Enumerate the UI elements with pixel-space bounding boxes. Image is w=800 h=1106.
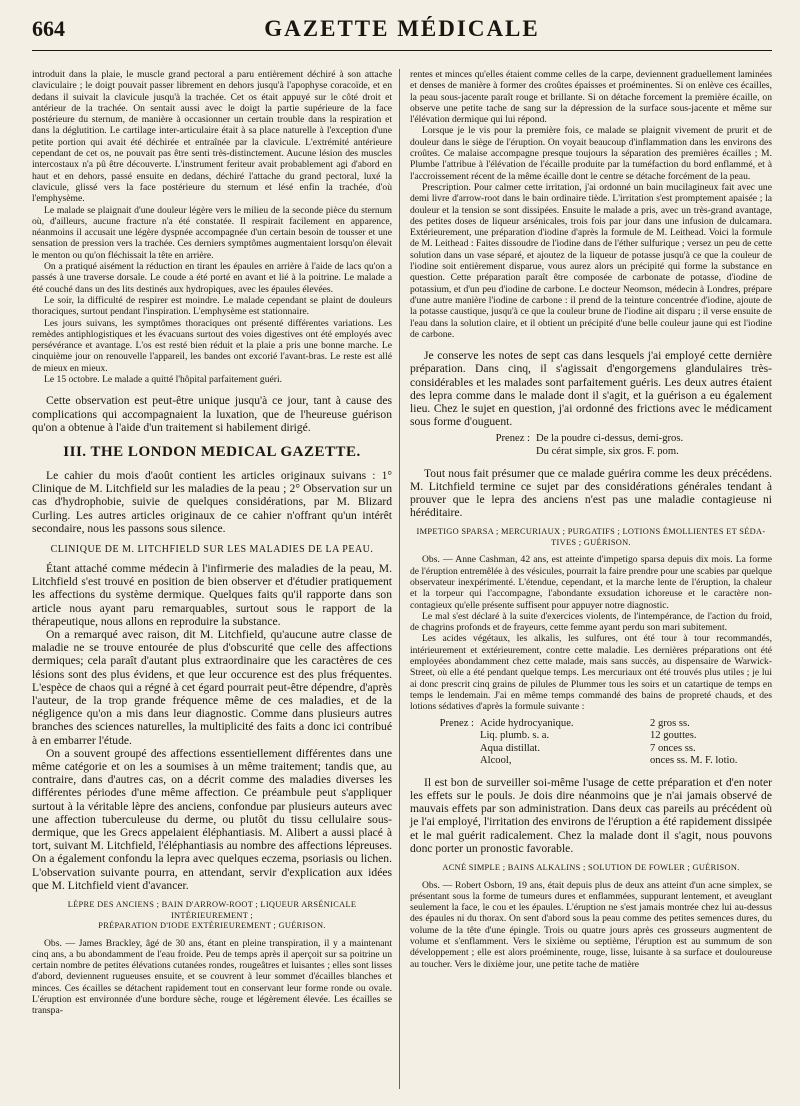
- prescription-line: De la poudre ci-dessus, demi-gros.: [536, 433, 684, 445]
- prescription-dose: 2 gros ss.: [650, 717, 690, 729]
- page-header: [32, 14, 772, 51]
- paragraph: Les jours suivans, les symptômes thoraciques ont présenté différentes variations. Les remèdes antiphlogistiques et les évacuans surtout des voies digestives ont été employés avec persévérance et avantage. L'os est resté bien réduit et la plaie a pris une bonne marche. Le cinquième jour on renouvelle l'appareil, les bandes ont excorié l'avant-bras. Le reste est allé de mieux en mieux.: [32, 317, 392, 374]
- rubric-line: LÈPRE DES ANCIENS ; BAIN D'ARROW-ROOT ; LIQUEUR ARSÉNICALE INTÉRIEUREMENT ;: [67, 900, 357, 920]
- paragraph: Prescription. Pour calmer cette irritation, j'ai ordonné un bain mucilagineux fait avec une demi livre d'arrow-root dans le bain ordinaire tiède. L'irritation s'est promptement apaisée ; la douleur et la tension se sont dissipées. Ensuite le malade a pris, avec un très-grand avantage, des petites doses de liqueur arsénicales, trois fois par jour dans une infusion de dulcamara. Extérieurement, une préparation d'iodine d'après la formule de M. Leithead. Voici la formule de M. Leithead : Faites dissoudre de l'iodine dans de l'éther sulfurique ; versez un peu de cette solution dans un vase séparé, et ajoutez de la liqueur de potasse jusqu'à ce que la couleur de l'iodine soit entièrement disparue, vous aurez alors un précipité qui forme la substance en question. Cette préparation paraît être composée de carbonate de potasse, d'iodine de potassium, et d'un peu d'iodine de carbone. Le docteur Neomson, médecin à Londres, prépare d'une autre manière l'iodine de carbone : il prend de la teinture concentrée d'iodine, ajoute de la potasse caustique, jusqu'à ce que la couleur brune de l'iodine ait disparu ; il verse ensuite de l'eau dans la solution claire, et il obtient un précipité d'une belle couleur jaune qui est l'iodine de carbone.: [410, 181, 772, 340]
- paragraph: Le 15 octobre. Le malade a quitté l'hôpital parfaitement guéri.: [44, 374, 283, 386]
- prescription-item: Acide hydrocyanique.: [480, 717, 574, 729]
- rubric-line: PRÉPARATION D'IODE EXTÉRIEUREMENT ; GUÉRISON.: [98, 921, 326, 931]
- prescription-item: Liq. plumb. s. a.: [480, 730, 550, 742]
- left-column: [32, 69, 392, 1089]
- prescription-block: [410, 433, 772, 458]
- paragraph: introduit dans la plaie, le muscle grand pectoral a paru entièrement déchiré à son attache claviculaire ; le doigt pouvait passer librement en dehors jusqu'à l'apophyse coracoïde, et en dedans il suivait la clavicule jusqu'à la trachée. Cet os était appuyé sur le côté droit et antérieur de la trachée. On sentait aussi avec le doigt la partie supérieure de la face postérieure du sternum, de manière à occasionner un certain trouble dans la respiration et dans la déglutition. Le cartilage inter-articulaire était à sa place naturelle à l'exception d'une petite portion qui avait été déchirée et entraînée par la clavicule. L'extrémité antérieure cependant de cet os, ne pouvait pas être senti très-distinctement. Aucune lésion des muscles intercostaux n'a pû être découverte. L'instrument feriteur avait probablement agi d'abord en haut et en dehors, passé ensuite en dedans, déchiré l'attache du grand pectoral, luxé la clavicule, glissé vers la face postérieure du sternum et lésé enfin la trachée, d'où l'emphysème.: [32, 69, 392, 205]
- paragraph: Obs. — Robert Osborn, 19 ans, était depuis plus de deux ans atteint d'un acne simplex, se présentant sous la forme de tumeurs dures et enflammées, suppurant lentement, et aveuglant seulement la face, le cou et les épaules. L'éruption ne s'est jamais montrée chez lui au-dessus des épaules ni du thorax. On sent d'abord sous la peau comme des petites semences dures, du volume de la tête d'une épingle. Trois ou quatre jours après ces grosseurs augmentent de volume et s'enflamment. Vers le sixième ou septième, l'éruption est au summum de son développement ; elle est alors proéminente, rouge, lisse, luisante à sa surface et douloureuse au toucher. Vers le dixième jour, une petite tache de matière: [410, 879, 772, 970]
- paragraph: Tout nous fait présumer que ce malade guérira comme les deux précédens. M. Litchfield termine ce sujet par des considérations générales tendant à prouver que le lepra des anciens n'est pas une maladie contagieuse ni héréditaire.: [410, 466, 772, 520]
- journal-title: GAZETTE MÉDICALE: [264, 16, 540, 41]
- paragraph: On a pratiqué aisément la réduction en tirant les épaules en arrière à l'aide de lacs qu'on a passés à une traverse dorsale. Le coude a été porté en avant et lié à la poitrine. Le malade a été couché dans un des lits destinés aux hydropiques, avec les épaules élevées.: [32, 261, 392, 295]
- paragraph: Je conserve les notes de sept cas dans lesquels j'ai employé cette dernière préparation. Dans cinq, il s'agissait d'engorgemens glandulaires très-considérables et les malades sont parfaitement guéris. Les deux autres étaient des lepra comme dans le malade dont il s'agit, et la guérison a eu également lieu. Chez le sujet en question, j'ai ordonné des frictions avec le médicament sous forme d'ouguent.: [410, 349, 772, 429]
- prescription-label: Prenez :: [439, 717, 474, 729]
- rubric-line: ACNÉ SIMPLE ; BAINS ALKALINS ; SOLUTION DE FOWLER ; GUÉRISON.: [442, 863, 740, 873]
- paragraph: Le cahier du mois d'août contient les articles originaux suivans : 1° Clinique de M. Litchfield sur les maladies de la peau ; 2° Observation sur un cas d'hydrophobie, suivie de quelques considérations, par M. Blizard Curling. Les autres articles originaux de ce cahier n'offrant qu'un intérêt secondaire, nous les passons sous silence.: [32, 468, 392, 535]
- paragraph: Cette observation est peut-être unique jusqu'à ce jour, tant à cause des complications qui accompagnaient la luxation, que de l'heureuse guérison qu'on a obtenue à l'aide d'un traitement si habilement dirigé.: [32, 394, 392, 434]
- prescription-label: Prenez :: [495, 433, 530, 445]
- paragraph: Le soir, la difficulté de respirer est moindre. Le malade cependant se plaint de douleurs thoraciques, surtout pendant l'inspiration. L'emphysème est stationnaire.: [32, 294, 392, 318]
- paragraph: Obs. — James Brackley, âgé de 30 ans, étant en pleine transpiration, il y a maintenant cinq ans, a bu abondamment de l'eau froide. Peu de temps après il aperçoit sur sa poitrine un certain nombre de petites élévations cutanées rondes, rougeâtres et luisantes ; elles sont lisses d'abord, deviennent rugueuses ensuite, et se couvrent à leur sommet d'écailles blanches et minces. Ces écailles se détachent rapidement tout en conservant leur forme ronde ou ovale. L'éruption est environnée d'une bordure sèche, rouge et légèrement élevée. Les écailles se transpa-: [32, 937, 392, 1017]
- paragraph: Obs. — Anne Cashman, 42 ans, est atteinte d'impetigo sparsa depuis dix mois. La forme de l'éruption entremêlée à des vésicules, pourrait la faire prendre pour une scabies par quelque observateur inexpérimenté. L'étendue, cependant, et la marche lente de l'éruption, la chaleur et la torpeur qui l'accompagne, l'abondante exsudation ichoreuse et le caractère non-contagieux qu'elle présente suffisent pour appuyer notre diagnostic.: [410, 554, 772, 611]
- paragraph: Le malade se plaignait d'une douleur légère vers le milieu de la seconde pièce du sternum où, d'ailleurs, aucune fracture n'a été constatée. Il respirait facilement en apparence, néanmoins il accusait une légère dyspnée accompagnée d'un certain besoin de tousser et une sensation de pression vers la trachée. Ces derniers symptômes augmentaient lorsqu'on élevait le menton ou qu'on fléchissait la tête en arrière.: [32, 204, 392, 261]
- paragraph: Les acides végétaux, les alkalis, les sulfures, ont été tour à tour recommandés, intérieurement et extérieurement, contre cette maladie. Les dernières préparations ont été employées abondamment chez cette malade, mais sans succès, au dispensaire de Warwick-Street, où elle a été pendant quelque temps. Les mercuriaux ont été trouvés plus utiles ; je lui ai donc prescrit cinq grains de pilules de Plummer tous les soirs et un catartique de temps en temps le lendemain. J'ai en même temps commandé des bains de propreté chauds, et des lotions sédatives d'après la formule suivante :: [410, 633, 772, 713]
- paragraph: rentes et minces qu'elles étaient comme celles de la carpe, deviennent graduellement laminées et denses de manière à former des croûtes épaisses et proéminentes. Si on enlève ces écailles, la peau sous-jacente paraît rouge et brillante. Si on détache forcement la première écaille, on observe une petite tache de sang sur la dépression de la surface sous-jacente et même sur l'élévation dermique qui lui répond.: [410, 69, 772, 126]
- paragraph: Le mal s'est déclaré à la suite d'exercices violents, de l'intempérance, de l'action du froid, de chagrins profonds et de frayeurs, cette femme ayant perdu son mari subitement.: [410, 610, 772, 634]
- case-rubric: [32, 900, 392, 932]
- prescription-dose: 12 gouttes.: [650, 730, 697, 742]
- rubric-line: TIVES ; GUÉRISON.: [551, 537, 631, 547]
- paragraph: Lorsque je le vis pour la première fois, ce malade se plaignit vivement de prurit et de douleur dans le siège de l'éruption. On voyait beaucoup d'inflammation dans les environs des croûtes. Ce malaise accompagne presque toujours la séparation des premières écailles ; M. Plumbe l'attribue à l'élévation de l'écaille produite par la tuméfaction du bord enflammé, et à l'accroissement récent de la même écaille dont le centre se détache forcément de la peau.: [410, 125, 772, 182]
- lotion-prescription: [410, 718, 772, 768]
- page-number: 664: [32, 16, 65, 41]
- paragraph: On a remarqué avec raison, dit M. Litchfield, qu'aucune autre classe de maladie ne se trouve entourée de plus d'obscurité que celle des affections dermiques; cela paraît d'autant plus extraordinaire que les caractères de ces lésions sont des plus évidens, et que leur occurence est des plus fréquentes. L'espèce de chaos qui a régné à cet égard pourrait peut-être dépendre, d'après l'auteur, de la trop grande fréquence même de ces maladies, et de la négligence qu'on a mis dans leur diagnostic. Comme dans plusieurs autres branches des sciences naturelles, la multiplicité des faits a donc ici contribué à en embarrer l'étude.: [32, 627, 392, 747]
- rubric-line: IMPETIGO SPARSA ; MERCURIAUX ; PURGATIFS ; LOTIONS ÉMOLLIENTES ET SÉDA-: [416, 527, 766, 537]
- prescription-dose: 7 onces ss.: [650, 742, 696, 754]
- prescription-dose: onces ss. M. F. lotio.: [650, 755, 738, 767]
- case-rubric: [410, 527, 772, 548]
- right-column: [399, 69, 772, 1089]
- case-rubric: [410, 863, 772, 874]
- prescription-line: Du cérat simple, six gros. F. pom.: [536, 445, 679, 457]
- prescription-item: Alcool,: [480, 755, 512, 767]
- paragraph: On a souvent groupé des affections essentiellement différentes dans une même catégorie et on les a soumises à un même traitement; tandis que, au contraire, dans d'autres cas, on a décrit comme des maladies diverses les différentes périodes d'une même affection. Ce préambule peut s'appliquer surtout à la véritable lèpre des anciens, confondue par plusieurs auteurs avec une affection tuberculeuse du derme, ou plutôt du tissu cellulaire sous-dermique, que les Grecs appelaient éléphantiasis. M. Alibert a aussi placé à tort, suivant M. Litchfield, l'éléphantiasis au nombre des affections lépreuses. On a également confondu la lepra avec quelques eczema, psoriasis ou lichen. L'observation suivante pourra, en attendant, servir d'explication aux idées que M. Litchfield vient d'avancer.: [32, 746, 392, 892]
- prescription-item: Aqua distillat.: [480, 742, 541, 754]
- paragraph: Étant attaché comme médecin à l'infirmerie des maladies de la peau, M. Litchfield s'est trouvé en position de bien observer et d'étudier pratiquement les affections du système dermique. Quelques faits qu'il rapporte dans son article nous ayant paru remarquables, surtout sous le rapport de la thérapeutique, nous allons en reproduire la substance.: [32, 561, 392, 628]
- text-columns: [32, 69, 772, 1089]
- article-subtitle: CLINIQUE DE M. LITCHFIELD SUR LES MALADIES DE LA PEAU.: [50, 543, 374, 555]
- section-title: III. THE LONDON MEDICAL GAZETTE.: [63, 443, 361, 460]
- paragraph: Il est bon de surveiller soi-même l'usage de cette préparation et d'en noter les effets sur le pouls. Je dois dire néanmoins que je n'ai jamais observé de mauvais effets par son administration. Dans deux cas pareils au précédent où je l'ai employé, l'irritation des environs de l'éruption a été rapidement dissipée et le mal guérit radicalement. Chez la malade dont il s'agit, nous pouvons donc porter un pronostic favorable.: [410, 775, 772, 855]
